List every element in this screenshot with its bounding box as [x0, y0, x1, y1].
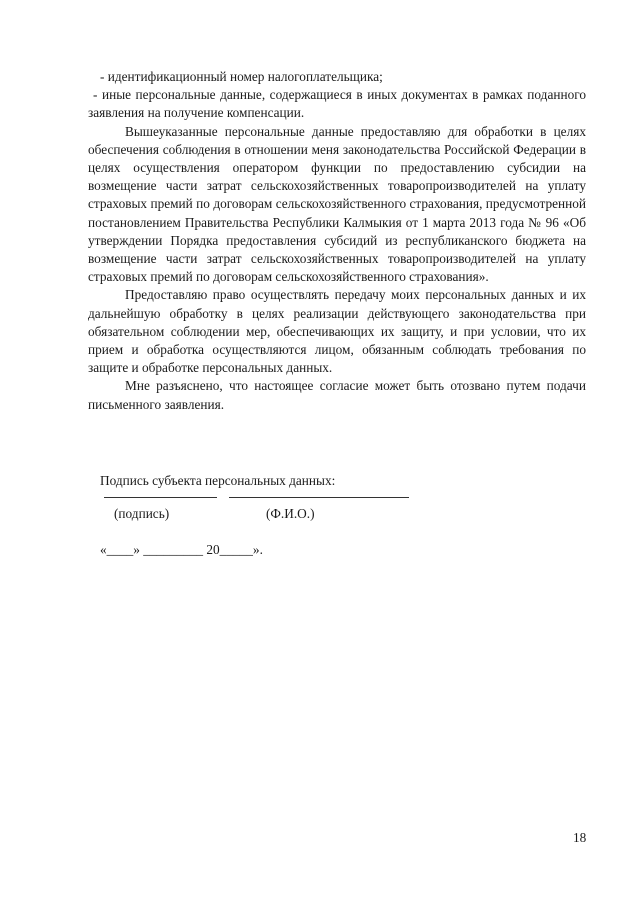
- signature-label: Подпись субъекта персональных данных:: [100, 473, 336, 488]
- signature-caption: (подпись): [114, 506, 170, 521]
- full-name-caption: (Ф.И.О.): [266, 506, 315, 521]
- full-name-line: [229, 497, 409, 498]
- document-body: [88, 68, 586, 414]
- list-item-other-data: - иные персональные данные, содержащиеся в иных документах в рамках поданного заявления на получение компенсации.: [88, 87, 586, 121]
- date-line: «____» _________ 20_____».: [100, 542, 263, 557]
- paragraph-revocation: Мне разъяснено, что настоящее согласие может быть отозвано путем подачи письменного заявления.: [88, 378, 586, 412]
- signature-line: [104, 497, 217, 498]
- page-number: 18: [573, 830, 587, 845]
- paragraph-purpose: Вышеуказанные персональные данные предоставляю для обработки в целях обеспечения соблюдения в отношении меня законодательства Российской Федерации в целях осуществления оператором функции по предоставлению субсидии на возмещение части затрат сельскохозяйственных товаропроизводителей на уплату страховых премий по договорам сельскохозяйственного страхования, предусмотренной постановлением Правительства Республики Калмыкия от 1 марта 2013 года № 96 «Об утверждении Порядка предоставления субсидий из республиканского бюджета на возмещение части затрат сельскохозяйственных товаропроизводителей на уплату страховых премий по договорам сельскохозяйственного страхования».: [88, 123, 586, 285]
- signature-captions: [114, 506, 414, 524]
- signature-lines: [104, 497, 424, 501]
- list-item-tax-id: - идентификационный номер налогоплательщика;: [100, 69, 383, 84]
- paragraph-transfer-right: Предоставляю право осуществлять передачу моих персональных данных и их дальнейшую обработку в целях реализации действующего законодательства при обязательном соблюдении мер, обеспечивающих их защиту, и при условии, что их прием и обработка осуществляются лицом, обязанным соблюдать требования по защите и обработке персональных данных.: [88, 287, 586, 376]
